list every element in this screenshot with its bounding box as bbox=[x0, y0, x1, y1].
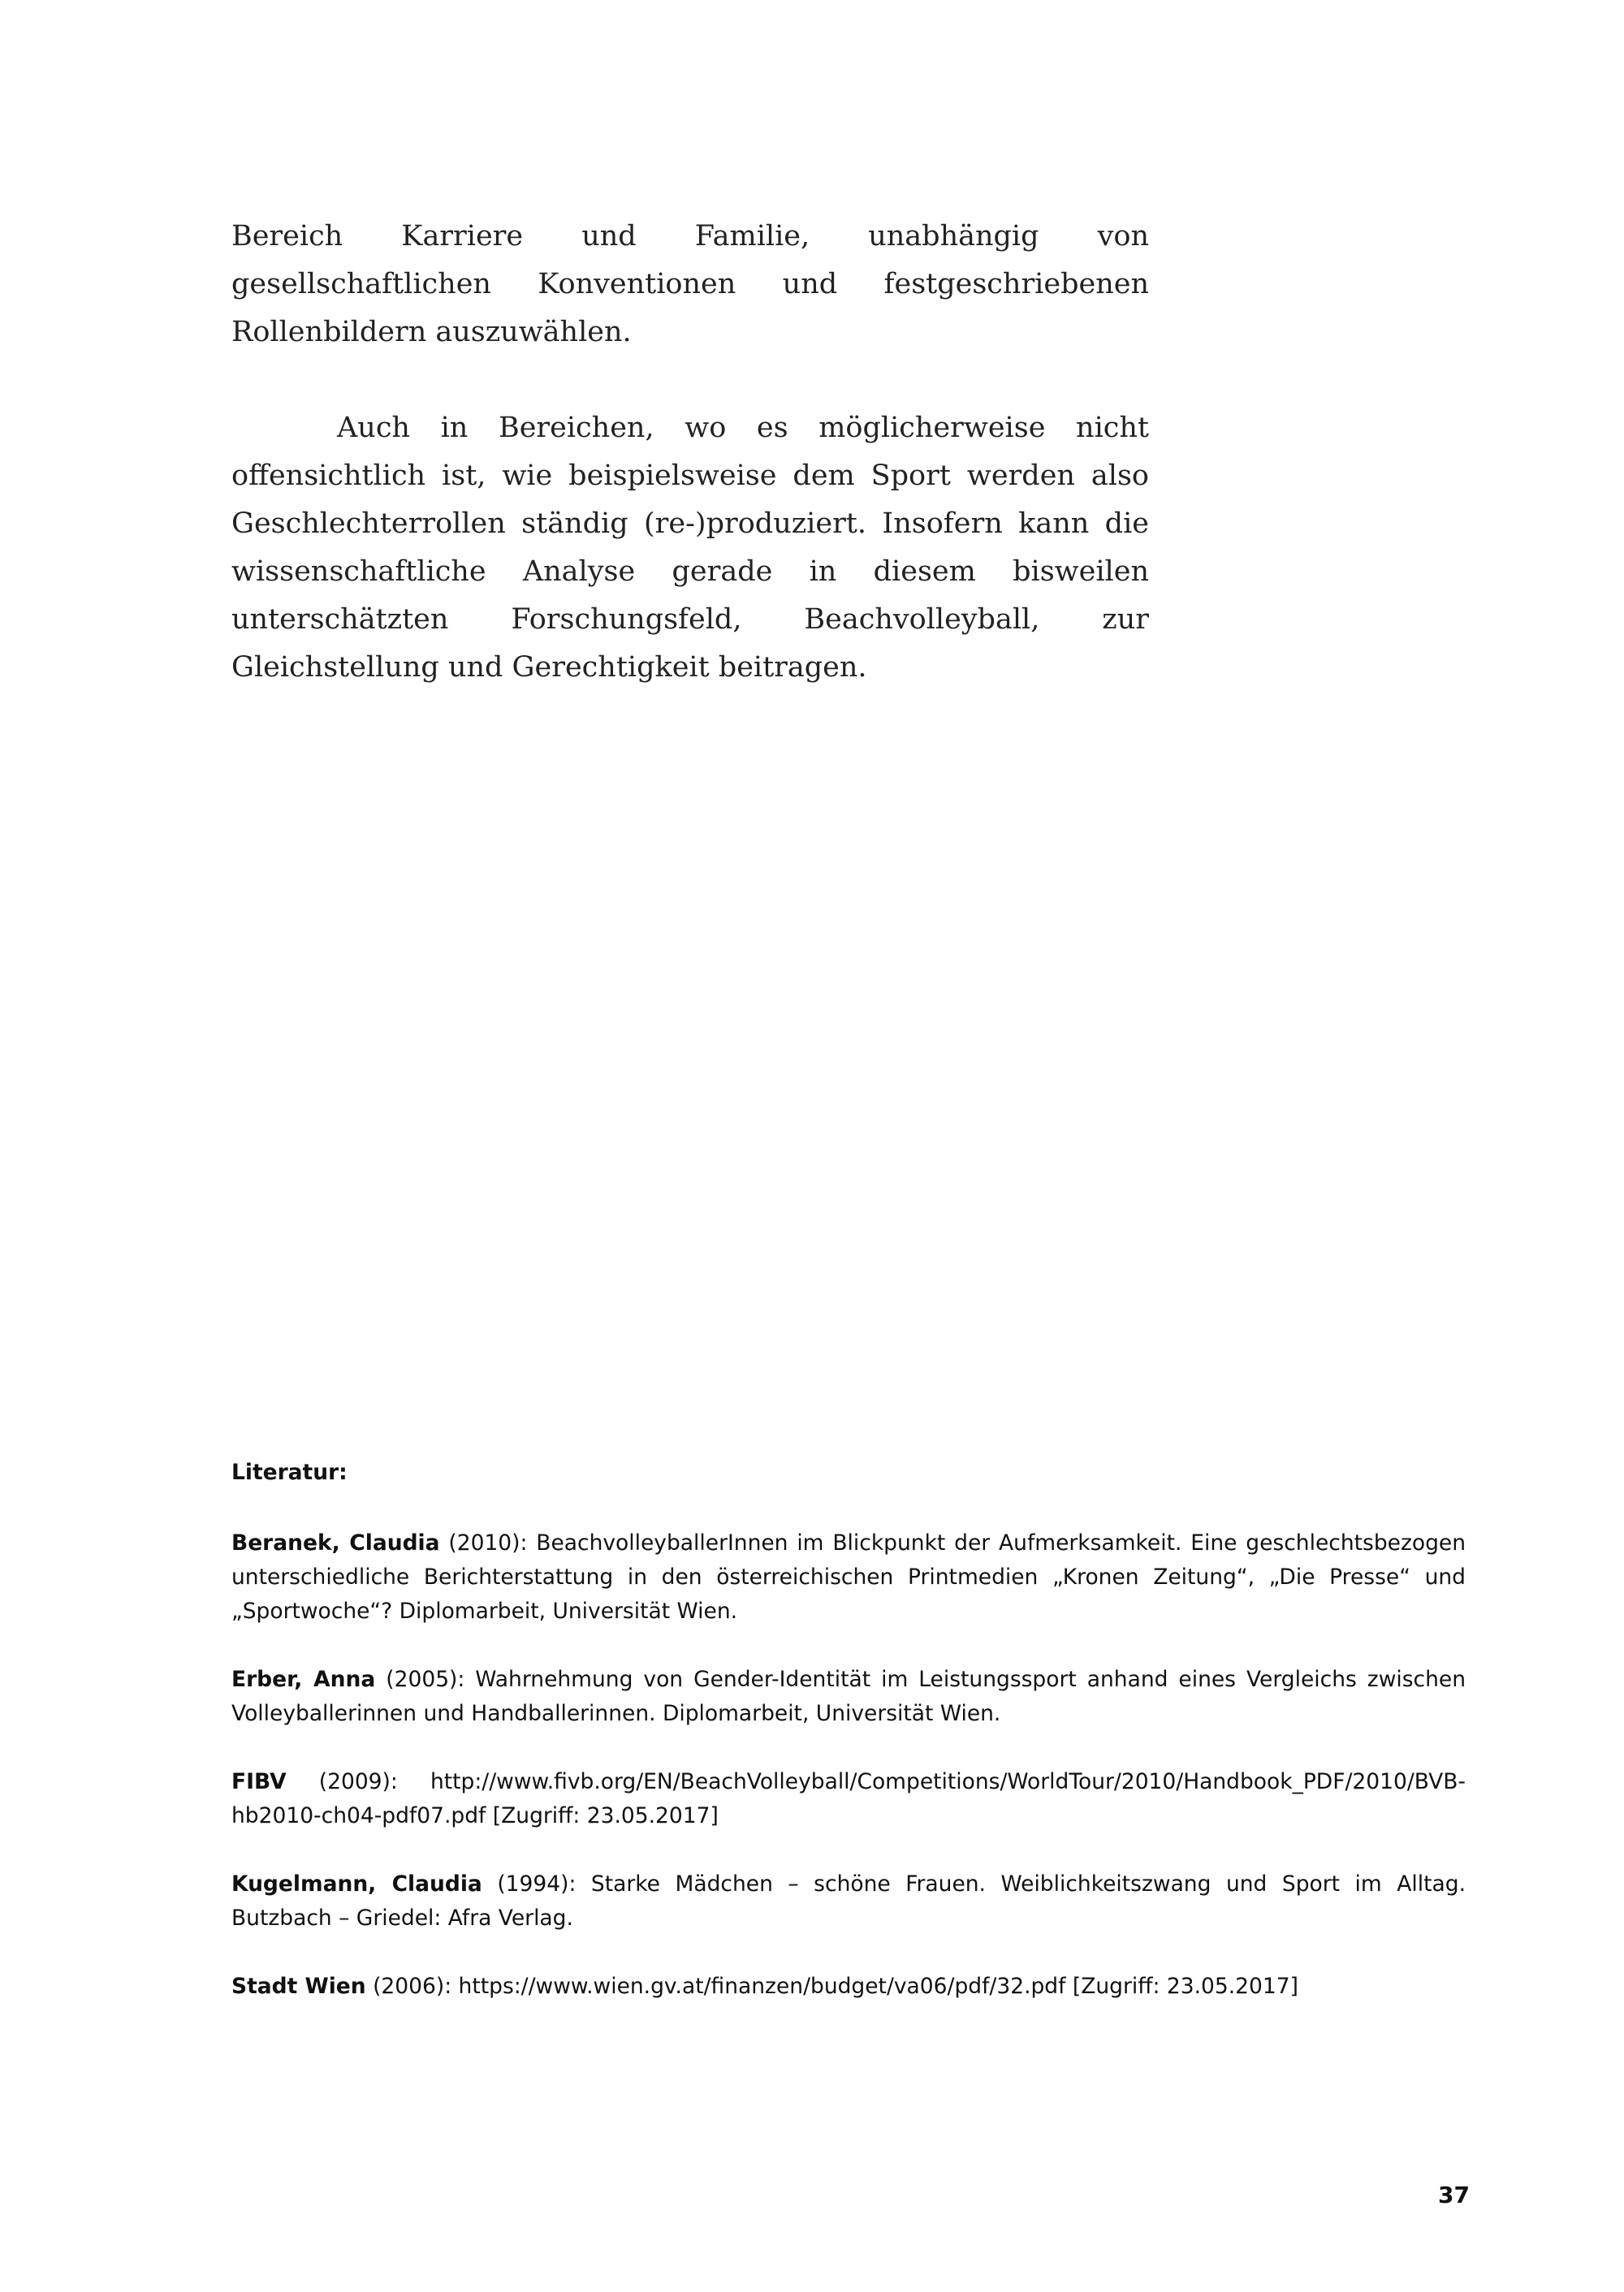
body-paragraph-2: Auch in Bereichen, wo es möglicherweise nicht offensichtlich ist, wie beispielsweise dem Sport werden also Geschlechterrollen ständig (re-)produziert. Insofern kann die wissenschaftliche Analyse gerade in diesem bisweilen unterschätzten Forschungsfeld, Beachvolleyball, zur Gleichstellung und Gerechtigkeit beitragen. bbox=[231, 412, 1149, 684]
literature-heading: Literatur: bbox=[231, 1460, 348, 1485]
reference-author: FIBV bbox=[231, 1769, 287, 1794]
reference-item bbox=[231, 1970, 1466, 2004]
reference-text: (2005): Wahrnehmung von Gender-Identität im Leistungssport anhand eines Vergleichs zwischen Volleyballerinnen und Handballerinnen. Diplomarbeit, Universität Wien. bbox=[231, 1667, 1466, 1726]
reference-author: Erber, Anna bbox=[231, 1667, 376, 1692]
reference-item bbox=[231, 1663, 1466, 1731]
body-paragraph-1: Bereich Karriere und Familie, unabhängig von gesellschaftlichen Konventionen und festgeschriebenen Rollenbildern auszuwählen. bbox=[231, 220, 1149, 348]
literature-section bbox=[231, 1456, 1466, 2038]
reference-text: (2006): https://www.wien.gv.at/finanzen/budget/va06/pdf/32.pdf [Zugriff: 23.05.2017] bbox=[365, 1974, 1298, 1999]
page-number: 37 bbox=[1438, 2182, 1470, 2208]
reference-author: Beranek, Claudia bbox=[231, 1530, 440, 1556]
reference-item bbox=[231, 1765, 1466, 1833]
reference-author: Kugelmann, Claudia bbox=[231, 1871, 482, 1897]
reference-item bbox=[231, 1526, 1466, 1629]
reference-author: Stadt Wien bbox=[231, 1974, 366, 1999]
reference-item bbox=[231, 1867, 1466, 1936]
reference-text: (2010): BeachvolleyballerInnen im Blickpunkt der Aufmerksamkeit. Eine geschlechtsbezogen unterschiedliche Berichterstattung in den österreichischen Printmedien „Kronen Zeitung“, „Die Presse“ und „Sportwoche“? Diplomarbeit, Universität Wien. bbox=[231, 1530, 1466, 1624]
reference-text: (2009): http://www.fivb.org/EN/BeachVolleyball/Competitions/WorldTour/2010/Handbook_PDF/2010/BVB-hb2010-ch04-pdf07.pdf [Zugriff: 23.05.2017] bbox=[231, 1769, 1466, 1828]
body-text bbox=[231, 213, 1149, 692]
reference-text: (1994): Starke Mädchen – schöne Frauen. Weiblichkeitszwang und Sport im Alltag. Butzbach – Griedel: Afra Verlag. bbox=[231, 1871, 1466, 1931]
